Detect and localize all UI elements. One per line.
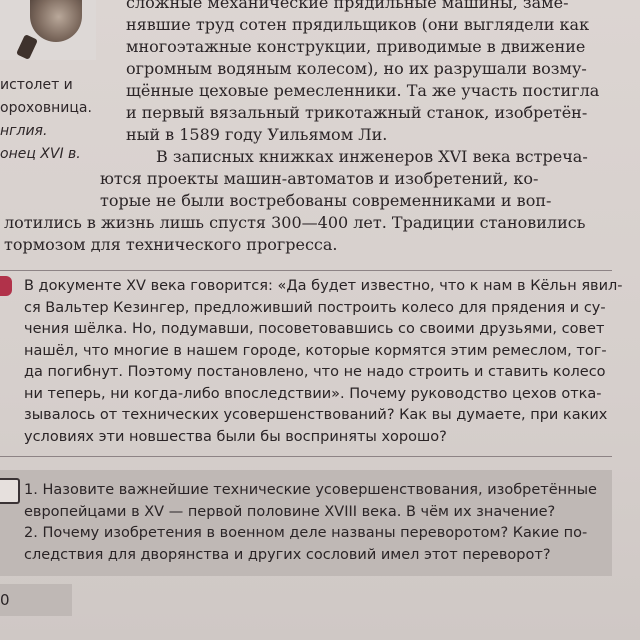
- question-line: европейцами в XV — первой половине XVIII века. В чём их значение?: [24, 503, 556, 520]
- image-caption: [0, 74, 112, 166]
- text-line: сложные механические прядильные машины, заме-: [126, 0, 569, 12]
- text-line: нявшие труд сотен прядильщиков (они выглядели как: [126, 15, 590, 34]
- caption-line: онец XVI в.: [0, 146, 81, 162]
- page-number: [0, 584, 72, 616]
- questions-text: [24, 480, 614, 566]
- question-line: 2. Почему изобретения в военном деле названы переворотом? Какие по-: [24, 525, 588, 541]
- doc-line: да погибнут. Поэтому постановлено, что не надо строить и ставить колесо: [24, 364, 606, 380]
- divider-top: [0, 270, 612, 271]
- doc-line: зывалось от технических усовершенствований? Как вы думаете, при каких: [24, 407, 608, 423]
- caption-line: истолет и: [0, 77, 73, 93]
- question-line: 1. Назовите важнейшие технические усовершенствования, изобретённые: [24, 482, 597, 498]
- document-quote: [24, 276, 623, 448]
- divider-bottom: [0, 456, 612, 457]
- caption-line: нглия.: [0, 123, 48, 139]
- text-line: многоэтажные конструкции, приводимые в движение: [126, 37, 586, 56]
- text-line: тормозом для технического прогресса.: [4, 235, 338, 254]
- document-marker-icon: [0, 276, 12, 296]
- doc-line: ни теперь, ни когда-либо впоследствии». Почему руководство цехов отка-: [24, 385, 602, 402]
- question-line: следствия для дворянства и других сословий имел этот переворот?: [24, 546, 551, 563]
- text-line: лотились в жизнь лишь спустя 300—400 лет. Традиции становились: [4, 213, 586, 232]
- text-line: щённые цеховые ремесленники. Та же участь постигла: [126, 81, 600, 100]
- pistol-photo: [0, 0, 96, 60]
- pistol-knob-image: [30, 0, 82, 42]
- doc-line: условиях эти новшества были бы восприняты хорошо?: [24, 428, 447, 445]
- doc-line: нашёл, что многие в нашем городе, которые кормятся этим ремеслом, тог-: [24, 342, 607, 359]
- doc-line: ся Вальтер Кезингер, предложивший построить колесо для прядения и су-: [24, 299, 606, 316]
- text-line: ются проекты машин-автоматов и изобретений, ко-: [100, 169, 539, 188]
- doc-line: В документе XV века говорится: «Да будет известно, что к нам в Кёльн явил-: [24, 278, 623, 294]
- doc-line: чения шёлка. Но, подумавши, посоветовавшись со своими друзьями, совет: [24, 321, 605, 337]
- text-line: торые не были востребованы современниками и воп-: [100, 191, 552, 210]
- pistol-stem-image: [16, 34, 38, 60]
- text-line: огромным водяным колесом), но их разрушали возму-: [126, 59, 587, 78]
- caption-line: ороховница.: [0, 100, 92, 116]
- questions-icon: [0, 478, 20, 504]
- text-line: ный в 1589 году Уильямом Ли.: [126, 125, 388, 144]
- text-line: и первый вязальный трикотажный станок, изобретён-: [126, 103, 588, 122]
- text-line: В записных книжках инженеров XVI века встреча-: [156, 147, 588, 166]
- page-number-text: 0: [0, 591, 10, 609]
